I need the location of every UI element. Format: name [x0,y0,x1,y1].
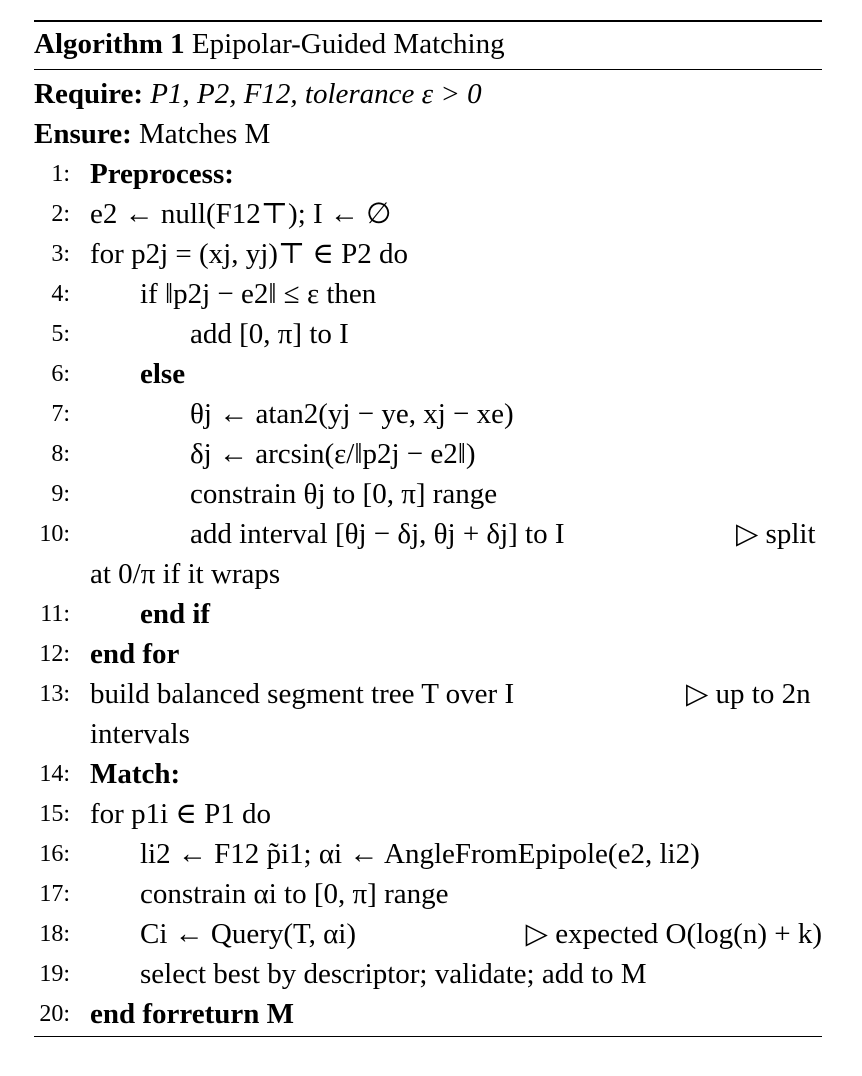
line-text: constrain αi to [0, π] range [140,878,449,910]
caption-title: Epipolar-Guided Matching [191,28,505,60]
algorithm-line [34,314,822,354]
line-number: 9: [51,481,70,507]
algorithm-line [34,674,822,754]
line-number: 3: [51,241,70,267]
line-number: 19: [39,961,70,987]
line-text: end forreturn M [90,998,295,1030]
line-number: 10: [39,521,70,547]
line-text: add interval [θj − δj, θj + δj] to I [190,518,565,550]
algorithm-line [34,234,822,274]
line-comment: ▷ expected O(log(n) + k) [525,918,822,950]
line-text: constrain θj to [0, π] range [190,478,498,510]
line-number: 12: [39,641,70,667]
line-number: 4: [51,281,70,307]
algorithm-line [34,954,822,994]
algorithm-line [34,994,822,1034]
ensure-line [34,114,822,154]
line-number: 15: [39,801,70,827]
algorithm-caption [34,22,822,63]
algorithm-line [34,634,822,674]
line-text: Preprocess: [90,158,234,190]
algorithm-line [34,794,822,834]
line-number: 18: [39,921,70,947]
algorithm-line [34,754,822,794]
require-label: Require: [34,78,144,110]
line-number: 8: [51,441,70,467]
line-number: 5: [51,321,70,347]
algorithm-line [34,514,822,594]
algorithm-line [34,474,822,514]
line-text: build balanced segment tree T over I [90,678,515,710]
line-number: 13: [39,681,70,707]
line-text: if ‖p2j − e2‖ ≤ ε then [140,278,377,310]
line-text: end for [90,638,180,670]
line-number: 11: [40,601,70,627]
algorithm-line [34,834,822,874]
line-text: else [140,358,186,390]
line-number: 6: [51,361,70,387]
line-number: 14: [39,761,70,787]
line-text: e2 ← null(F12⊤); I ← ∅ [90,198,392,230]
algorithm-line [34,154,822,194]
caption-rule [34,69,822,70]
line-text: li2 ← F12 p̃i1; αi ← AngleFromEpipole(e2, li2) [140,838,700,870]
line-text: for p1i ∈ P1 do [90,798,271,830]
algorithm-line [34,194,822,234]
line-comment: ▷ split at 0/π if it wraps [90,518,816,590]
algorithm-line [34,874,822,914]
algorithm-line [34,394,822,434]
require-text: P1, P2, F12, tolerance ε > 0 [150,78,482,110]
line-comment: ▷ up to 2n intervals [90,678,811,750]
line-number: 20: [39,1001,70,1027]
bottom-rule [34,1036,822,1037]
ensure-label: Ensure: [34,118,132,150]
line-number: 16: [39,841,70,867]
line-text: add [0, π] to I [190,318,349,350]
algorithm-line [34,594,822,634]
line-number: 7: [51,401,70,427]
line-number: 2: [51,201,70,227]
line-text: end if [140,598,211,630]
algorithm-line [34,434,822,474]
line-text: Ci ← Query(T, αi) [140,918,356,950]
line-text: select best by descriptor; validate; add to M [140,958,647,990]
line-text: Match: [90,758,181,790]
line-text: δj ← arcsin(ε/‖p2j − e2‖) [190,438,476,470]
algorithm-line [34,914,822,954]
algorithm-block [34,20,822,1034]
line-text: θj ← atan2(yj − ye, xj − xe) [190,398,514,430]
caption-label: Algorithm 1 [34,28,185,60]
line-text: for p2j = (xj, yj)⊤ ∈ P2 do [90,238,409,270]
require-line [34,74,822,114]
algorithm-line [34,274,822,314]
line-number: 17: [39,881,70,907]
line-number: 1: [51,161,70,187]
ensure-text: Matches M [139,118,271,150]
algorithm-line [34,354,822,394]
